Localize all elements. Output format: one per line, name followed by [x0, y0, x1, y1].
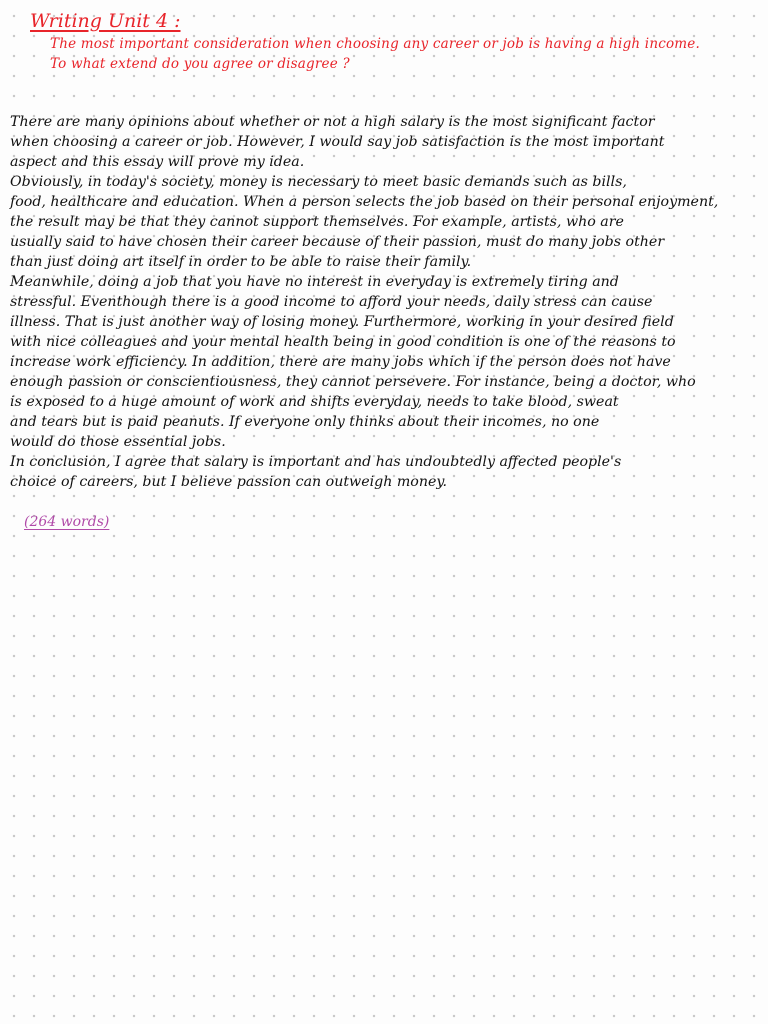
prompt-line: The most important consideration when choosing any career or job is having a high income.	[50, 36, 700, 52]
essay-line: increase work efficiency. In addition, there are many jobs which if the person does not have	[10, 354, 671, 370]
essay-line: the result may be that they cannot support themselves. For example, artists, who are	[10, 214, 624, 230]
essay-line: aspect and this essay will prove my idea.	[10, 154, 305, 170]
unit-title: Writing Unit 4 :	[30, 10, 181, 32]
word-count-note	[24, 512, 109, 532]
word-count-text: (264 words)	[24, 514, 110, 530]
essay-line: is exposed to a huge amount of work and shifts everyday, needs to take blood, sweat	[10, 394, 619, 410]
essay-line: enough passion or conscientiousness, they cannot persevere. For instance, being a doctor, who	[10, 374, 696, 390]
essay-line: There are many opinions about whether or not a high salary is the most significant factor	[10, 114, 655, 130]
essay-line: illness. That is just another way of losing money. Furthermore, working in your desired field	[10, 314, 674, 330]
essay-line: and tears but is paid peanuts. If everyone only thinks about their incomes, no one	[10, 414, 600, 430]
essay-body	[10, 112, 762, 492]
essay-prompt	[50, 34, 700, 74]
essay-line: Obviously, in today's society, money is necessary to meet basic demands such as bills,	[10, 174, 627, 190]
essay-line: In conclusion, I agree that salary is important and has undoubtedly affected people's	[10, 454, 622, 470]
essay-line: with nice colleagues and your mental health being in good condition is one of the reasons to	[10, 334, 676, 350]
essay-line: food, healthcare and education. When a person selects the job based on their personal enjoyment,	[10, 194, 719, 210]
prompt-line: To what extend do you agree or disagree ?	[50, 56, 350, 72]
essay-line: would do those essential jobs.	[10, 434, 226, 450]
essay-line: when choosing a career or job. However, I would say job satisfaction is the most important	[10, 134, 665, 150]
essay-line: stressful. Eventhough there is a good income to afford your needs, daily stress can cause	[10, 294, 653, 310]
essay-line: choice of careers, but I believe passion can outweigh money.	[10, 474, 448, 490]
essay-line: Meanwhile, doing a job that you have no interest in everyday is extremely tiring and	[10, 274, 619, 290]
essay-line: usually said to have chosen their career because of their passion, must do many jobs other	[10, 234, 665, 250]
essay-line: than just doing art itself in order to be able to raise their family.	[10, 254, 472, 270]
